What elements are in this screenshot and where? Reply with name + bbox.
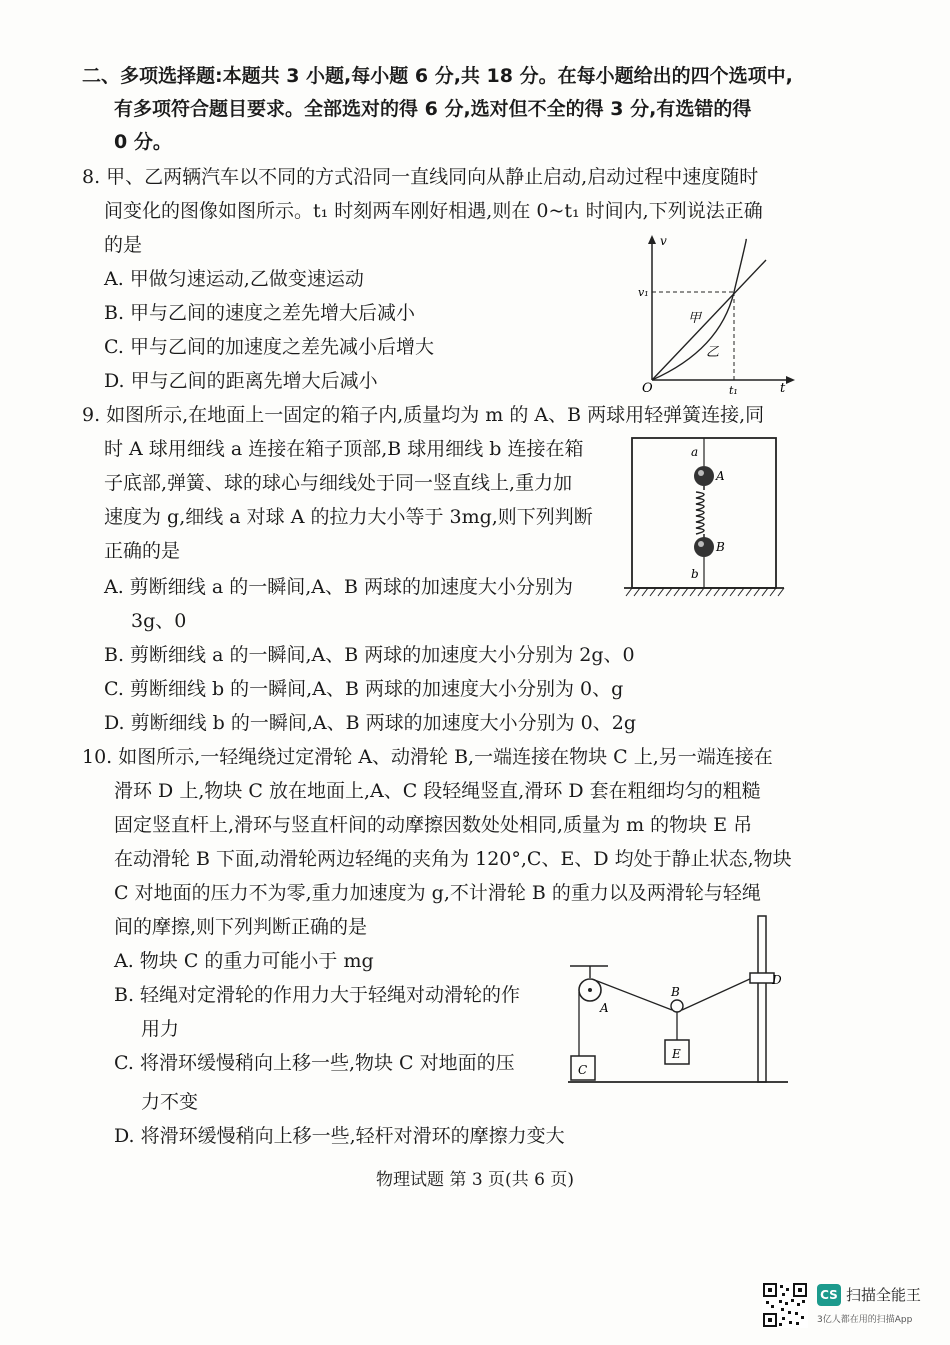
q10-label-E: E [672,1047,681,1061]
q8-graph-v-label: v [660,234,667,248]
q8-graph-t1-label: t₁ [729,384,738,397]
q9-label-b: b [691,567,699,581]
q10-stem-line5: C 对地面的压力不为零,重力加速度为 g,不计滑轮 B 的重力以及两滑轮与轻绳 [114,882,761,904]
q10-movable-pulley-b [671,1000,683,1012]
scanner-watermark [760,1280,940,1330]
q8-option-d: D. 甲与乙间的距离先增大后减小 [104,370,378,392]
q9-label-a: a [691,445,699,459]
q9-ball-b [694,537,714,557]
q9-label-B: B [716,540,725,554]
section-header-line2: 有多项符合题目要求。全部选对的得 6 分,选对但不全的得 3 分,有选错的得 [114,98,752,120]
q9-label-A: A [716,469,725,483]
q10-option-c-line2: 力不变 [141,1091,199,1113]
q8-stem-line3: 的是 [104,234,143,256]
q10-option-b-line2: 用力 [141,1018,180,1040]
q10-vertical-rod [758,916,766,1082]
q10-stem-line6: 间的摩擦,则下列判断正确的是 [114,916,368,938]
q8-graph-origin-label: O [642,381,653,396]
q10-stem-line3: 固定竖直杆上,滑环与竖直杆间的动摩擦因数处处相同,质量为 m 的物块 E 吊 [114,814,753,836]
q9-ball-a [694,466,714,486]
q8-stem-line2: 间变化的图像如图所示。t₁ 时刻两车刚好相遇,则在 0~t₁ 时间内,下列说法正确 [104,200,763,222]
q9-option-a-line2: 3g、0 [131,610,187,632]
q9-option-b: B. 剪断细线 a 的一瞬间,A、B 两球的加速度大小分别为 2g、0 [104,644,635,666]
q9-stem-line3: 子底部,弹簧、球的球心与细线处于同一竖直线上,重力加 [104,472,573,494]
q10-option-a: A. 物块 C 的重力可能小于 mg [114,950,374,972]
q10-pulley-figure [562,912,792,1092]
q10-option-d: D. 将滑环缓慢稍向上移一些,轻杆对滑环的摩擦力变大 [114,1125,565,1147]
qr-code-icon [762,1282,808,1328]
q8-stem-line1: 8. 甲、乙两辆汽车以不同的方式沿同一直线同向从静止启动,启动过程中速度随时 [82,166,759,188]
q9-stem-line2: 时 A 球用细线 a 连接在箱子顶部,B 球用细线 b 连接在箱 [104,438,584,460]
q10-label-C: C [578,1063,588,1077]
q10-label-A: A [600,1001,609,1015]
q8-graph-t-label: t [780,381,786,396]
q9-box-figure [618,434,788,604]
q9-stem-line5: 正确的是 [104,540,181,562]
q10-stem-line1: 10. 如图所示,一轻绳绕过定滑轮 A、动滑轮 B,一端连接在物块 C 上,另一端连接在 [82,746,773,768]
section-header-line1: 二、多项选择题:本题共 3 小题,每小题 6 分,共 18 分。在每小题给出的四个选项中, [82,65,793,87]
q10-label-D: D [772,973,782,987]
q8-graph-v1-label: v₁ [638,286,649,299]
page-footer: 物理试题 第 3 页(共 6 页) [376,1170,574,1190]
q8-vt-graph [630,232,800,397]
q9-option-c: C. 剪断细线 b 的一瞬间,A、B 两球的加速度大小分别为 0、g [104,678,624,700]
q10-stem-line2: 滑环 D 上,物块 C 放在地面上,A、C 段轻绳竖直,滑环 D 套在粗细均匀的粗糙 [114,780,761,802]
section-header-line3: 0 分。 [114,131,172,153]
q9-stem-line4: 速度为 g,细线 a 对球 A 的拉力大小等于 3mg,则下列判断 [104,506,593,528]
q9-option-d: D. 剪断细线 b 的一瞬间,A、B 两球的加速度大小分别为 0、2g [104,712,637,734]
q8-graph-car-b-label: 乙 [706,345,720,360]
q9-spring [696,486,704,538]
q9-option-a-line1: A. 剪断细线 a 的一瞬间,A、B 两球的加速度大小分别为 [104,576,573,598]
q10-option-b-line1: B. 轻绳对定滑轮的作用力大于轻绳对动滑轮的作 [114,984,521,1006]
q10-label-B: B [671,985,680,999]
q8-graph-car-a-label: 甲 [688,311,702,326]
q8-option-c: C. 甲与乙间的加速度之差先减小后增大 [104,336,434,358]
watermark-app-name: 扫描全能王 [846,1286,922,1304]
q8-option-b: B. 甲与乙间的速度之差先增大后减小 [104,302,416,324]
q9-stem-line1: 9. 如图所示,在地面上一固定的箱子内,质量均为 m 的 A、B 两球用轻弹簧连接,同 [82,404,765,426]
q10-option-c-line1: C. 将滑环缓慢稍向上移一些,物块 C 对地面的压 [114,1052,515,1074]
q8-option-a: A. 甲做匀速运动,乙做变速运动 [104,268,364,290]
q10-stem-line4: 在动滑轮 B 下面,动滑轮两边轻绳的夹角为 120°,C、E、D 均处于静止状态,物块 [114,848,792,870]
q10-slider-ring-d [750,973,774,983]
watermark-tagline: 3亿人都在用的扫描App [817,1315,913,1325]
camscanner-logo: CS [817,1284,841,1306]
